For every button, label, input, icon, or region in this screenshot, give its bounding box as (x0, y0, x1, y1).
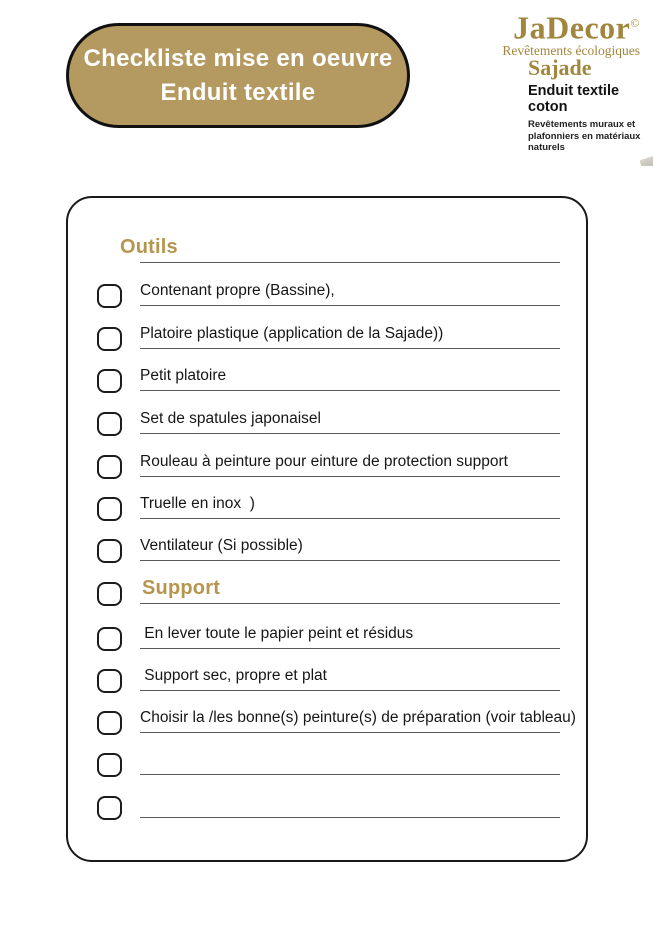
section-rule (140, 262, 560, 263)
checklist-card (66, 196, 588, 862)
jadecor-logo (502, 6, 640, 58)
item-rule (140, 305, 560, 306)
item-checkbox[interactable] (97, 369, 122, 393)
checklist-item-label: Petit platoire (140, 367, 227, 384)
item-rule (140, 690, 560, 691)
checklist-item-label: Platoire plastique (application de la Sajade)) (140, 325, 444, 342)
section-heading: Outils (120, 236, 178, 258)
page-title-line1: Checkliste mise en oeuvre (83, 44, 393, 72)
checklist-item-label: Contenant propre (Bassine), (140, 282, 335, 299)
section-rule (140, 603, 560, 604)
item-rule (140, 732, 560, 733)
product-title: Enduit textile coton (528, 83, 620, 115)
checklist-item-label: Support sec, propre et plat (140, 667, 327, 684)
item-checkbox[interactable] (97, 327, 122, 351)
item-rule (140, 433, 560, 434)
item-checkbox[interactable] (97, 455, 122, 479)
checklist-item-label: Truelle en inox ) (140, 495, 255, 512)
item-checkbox[interactable] (97, 539, 122, 563)
checklist-item-label: Ventilateur (Si possible) (140, 537, 303, 554)
checklist-item-label: Choisir la /les bonne(s) peinture(s) de préparation (voir tableau) (140, 709, 576, 726)
product-name: Sajade (528, 55, 592, 80)
item-checkbox[interactable] (97, 627, 122, 651)
item-checkbox[interactable] (97, 497, 122, 521)
item-checkbox[interactable] (97, 669, 122, 693)
item-rule (140, 774, 560, 775)
page-title-line2: Enduit textile (160, 78, 316, 106)
section-checkbox[interactable] (97, 582, 122, 606)
copyright-mark: © (630, 16, 640, 30)
product-block (528, 56, 648, 154)
item-rule (140, 476, 560, 477)
item-rule (140, 560, 560, 561)
item-checkbox[interactable] (97, 284, 122, 308)
item-rule (140, 518, 560, 519)
item-rule (140, 348, 560, 349)
checklist-item-label: En lever toute le papier peint et résidus (140, 625, 414, 642)
item-rule (140, 648, 560, 649)
item-rule (140, 390, 560, 391)
checklist-item-label: Set de spatules japonaisel (140, 410, 321, 427)
section-heading: Support (142, 577, 221, 599)
logo-wordmark: JaDecor© (513, 9, 640, 46)
item-checkbox[interactable] (97, 412, 122, 436)
checklist-item-label: Rouleau à peinture pour einture de protection support (140, 453, 508, 470)
item-checkbox[interactable] (97, 753, 122, 777)
product-subtitle: Revêtements muraux et plafonniers en matériaux naturels (528, 119, 641, 153)
cropped-photo-corner (635, 148, 653, 166)
item-checkbox[interactable] (97, 711, 122, 735)
item-checkbox[interactable] (97, 796, 122, 820)
item-rule (140, 817, 560, 818)
brand-block (0, 0, 653, 180)
logo-tagline: Revêtements écologiques (502, 42, 640, 58)
